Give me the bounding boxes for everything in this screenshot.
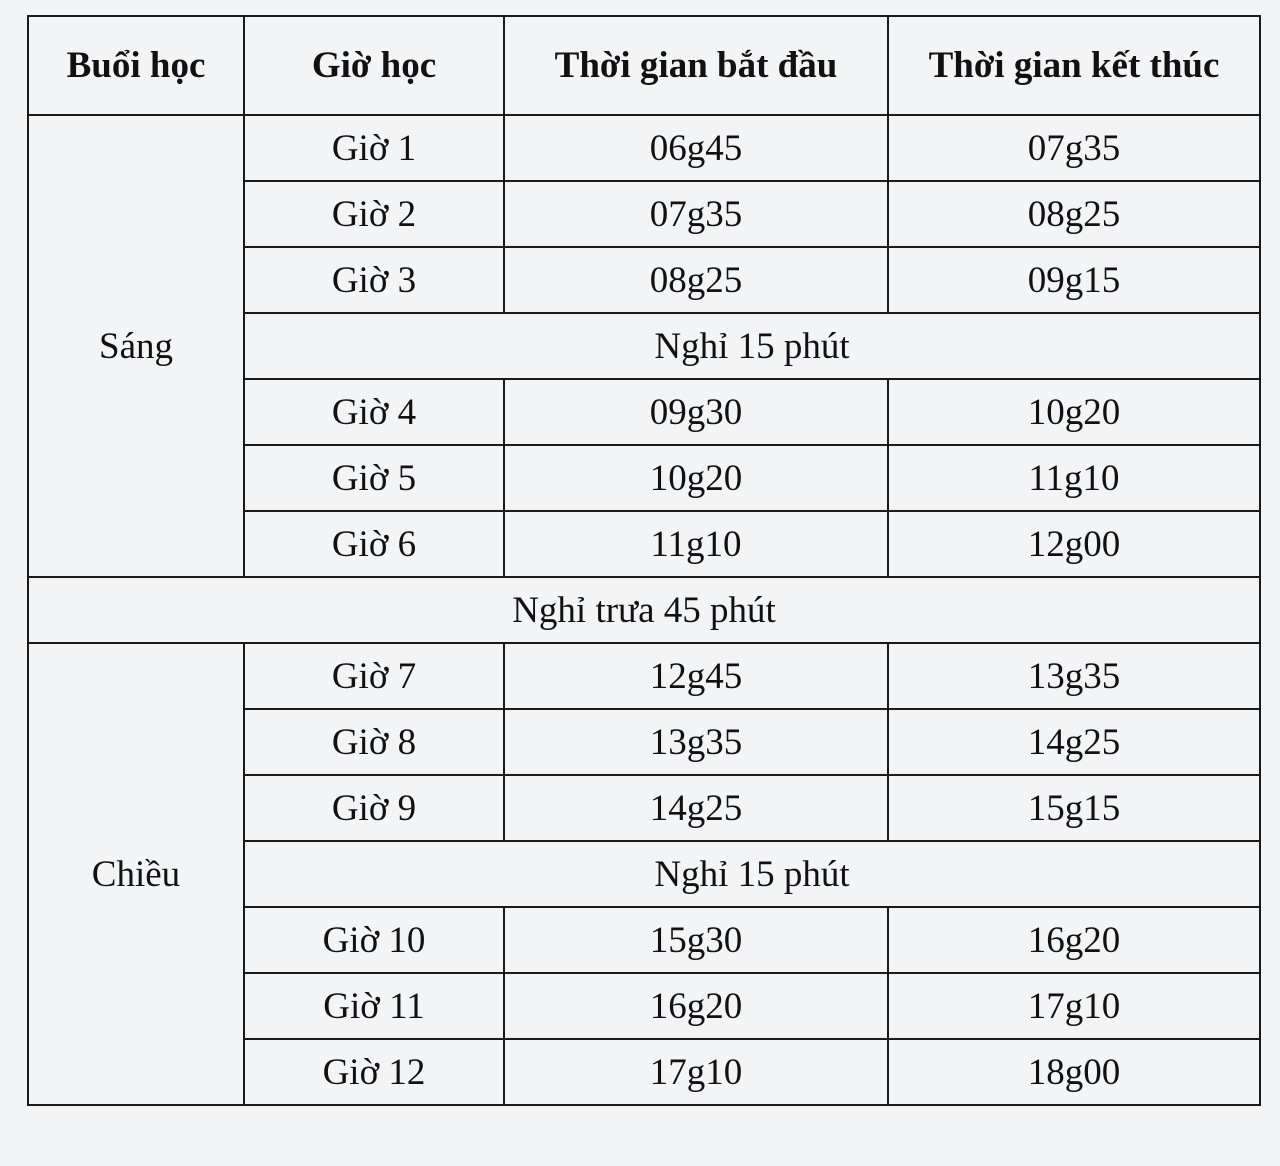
header-end-time: Thời gian kết thúc [888, 16, 1260, 115]
period-cell: Giờ 4 [244, 379, 504, 445]
period-cell: Giờ 11 [244, 973, 504, 1039]
header-row [28, 16, 1260, 115]
table-row [28, 115, 1260, 181]
end-time-cell: 16g20 [888, 907, 1260, 973]
start-time-cell: 17g10 [504, 1039, 888, 1105]
end-time-cell: 09g15 [888, 247, 1260, 313]
end-time-cell: 07g35 [888, 115, 1260, 181]
start-time-cell: 13g35 [504, 709, 888, 775]
class-schedule-table [27, 15, 1261, 1106]
period-cell: Giờ 12 [244, 1039, 504, 1105]
end-time-cell: 17g10 [888, 973, 1260, 1039]
end-time-cell: 11g10 [888, 445, 1260, 511]
start-time-cell: 07g35 [504, 181, 888, 247]
period-cell: Giờ 5 [244, 445, 504, 511]
header-session: Buổi học [28, 16, 244, 115]
afternoon-break-cell: Nghỉ 15 phút [244, 841, 1260, 907]
start-time-cell: 14g25 [504, 775, 888, 841]
start-time-cell: 09g30 [504, 379, 888, 445]
start-time-cell: 10g20 [504, 445, 888, 511]
period-cell: Giờ 1 [244, 115, 504, 181]
period-cell: Giờ 10 [244, 907, 504, 973]
start-time-cell: 15g30 [504, 907, 888, 973]
header-start-time: Thời gian bắt đầu [504, 16, 888, 115]
end-time-cell: 10g20 [888, 379, 1260, 445]
end-time-cell: 15g15 [888, 775, 1260, 841]
end-time-cell: 08g25 [888, 181, 1260, 247]
period-cell: Giờ 2 [244, 181, 504, 247]
session-afternoon: Chiều [28, 643, 244, 1105]
session-morning: Sáng [28, 115, 244, 577]
period-cell: Giờ 7 [244, 643, 504, 709]
end-time-cell: 13g35 [888, 643, 1260, 709]
end-time-cell: 12g00 [888, 511, 1260, 577]
period-cell: Giờ 9 [244, 775, 504, 841]
period-cell: Giờ 3 [244, 247, 504, 313]
end-time-cell: 14g25 [888, 709, 1260, 775]
start-time-cell: 12g45 [504, 643, 888, 709]
end-time-cell: 18g00 [888, 1039, 1260, 1105]
morning-break-cell: Nghỉ 15 phút [244, 313, 1260, 379]
start-time-cell: 16g20 [504, 973, 888, 1039]
start-time-cell: 11g10 [504, 511, 888, 577]
lunch-break-row [28, 577, 1260, 643]
start-time-cell: 08g25 [504, 247, 888, 313]
period-cell: Giờ 8 [244, 709, 504, 775]
period-cell: Giờ 6 [244, 511, 504, 577]
start-time-cell: 06g45 [504, 115, 888, 181]
header-period: Giờ học [244, 16, 504, 115]
table-row [28, 643, 1260, 709]
lunch-break-cell: Nghỉ trưa 45 phút [28, 577, 1260, 643]
